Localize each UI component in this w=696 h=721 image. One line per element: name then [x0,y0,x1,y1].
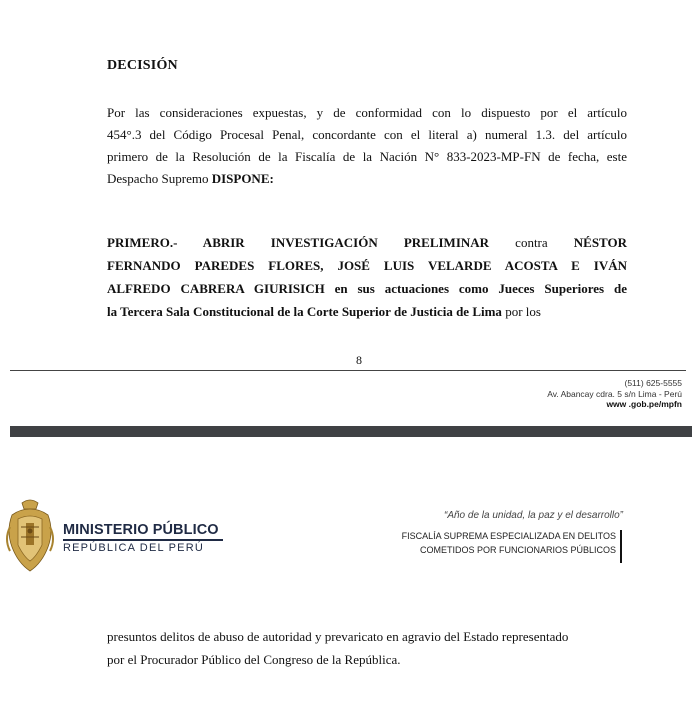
paragraph-line: FERNANDO PAREDES FLORES, JOSÉ LUIS VELARDE ACOSTA E IVÁN [107,258,627,273]
paragraph-text: contra [489,235,574,250]
office-accent-bar [620,530,622,563]
page-number: 8 [356,353,362,367]
paragraph-text: por los [501,304,541,319]
footer-divider [10,370,686,371]
year-motto: “Año de la unidad, la paz y el desarrollo” [444,510,623,521]
page-separator [10,426,692,437]
paragraph-line: ALFREDO CABRERA GIURISICH en sus actuaciones como Jueces Superiores de [107,281,627,296]
continuation-paragraph [107,625,627,671]
paragraph-line: 454°.3 del Código Procesal Penal, concordante con el literal a) numeral 1.3. del artículo [107,127,627,142]
institution-underline [63,539,223,541]
office-line: FISCALÍA SUPREMA ESPECIALIZADA EN DELITOS [401,531,616,541]
footer-contact [547,378,682,410]
first-disposition [107,231,627,323]
paragraph-line: presuntos delitos de abuso de autoridad y prevaricato en agravio del Estado representado [107,629,569,644]
paragraph-line: Por las consideraciones expuestas, y de conformidad con lo dispuesto por el artículo [107,105,627,120]
decision-paragraph [107,102,627,190]
paragraph-line: primero de la Resolución de la Fiscalía de la Nación N° 833-2023-MP-FN de fecha, este [107,149,627,164]
section-heading: DECISIÓN [107,58,178,73]
footer-address: Av. Abancay cdra. 5 s/n Lima - Perú [547,388,682,399]
paragraph-line [107,300,627,323]
national-crest-icon [4,497,56,575]
disposition-title: PRIMERO.- ABRIR INVESTIGACIÓN PRELIMINAR [107,235,490,250]
office-name [402,529,616,557]
paragraph-line: por el Procurador Público del Congreso de la República. [107,652,401,667]
institution-subtitle: REPÚBLICA DEL PERÚ [63,542,205,554]
paragraph-line [107,168,627,190]
paragraph-text: Despacho Supremo [107,171,212,186]
court-name: la Tercera Sala Constitucional de la Corte Superior de Justicia de Lima [107,304,502,319]
office-line: COMETIDOS POR FUNCIONARIOS PÚBLICOS [419,545,616,555]
paragraph-line [107,231,627,254]
dispone-label: DISPONE: [211,171,274,186]
institution-title: MINISTERIO PÚBLICO [63,522,219,538]
defendant-name: NÉSTOR [573,235,627,250]
footer-phone: (511) 625-5555 [624,378,682,388]
footer-website: www .gob.pe/mpfn [606,399,682,409]
